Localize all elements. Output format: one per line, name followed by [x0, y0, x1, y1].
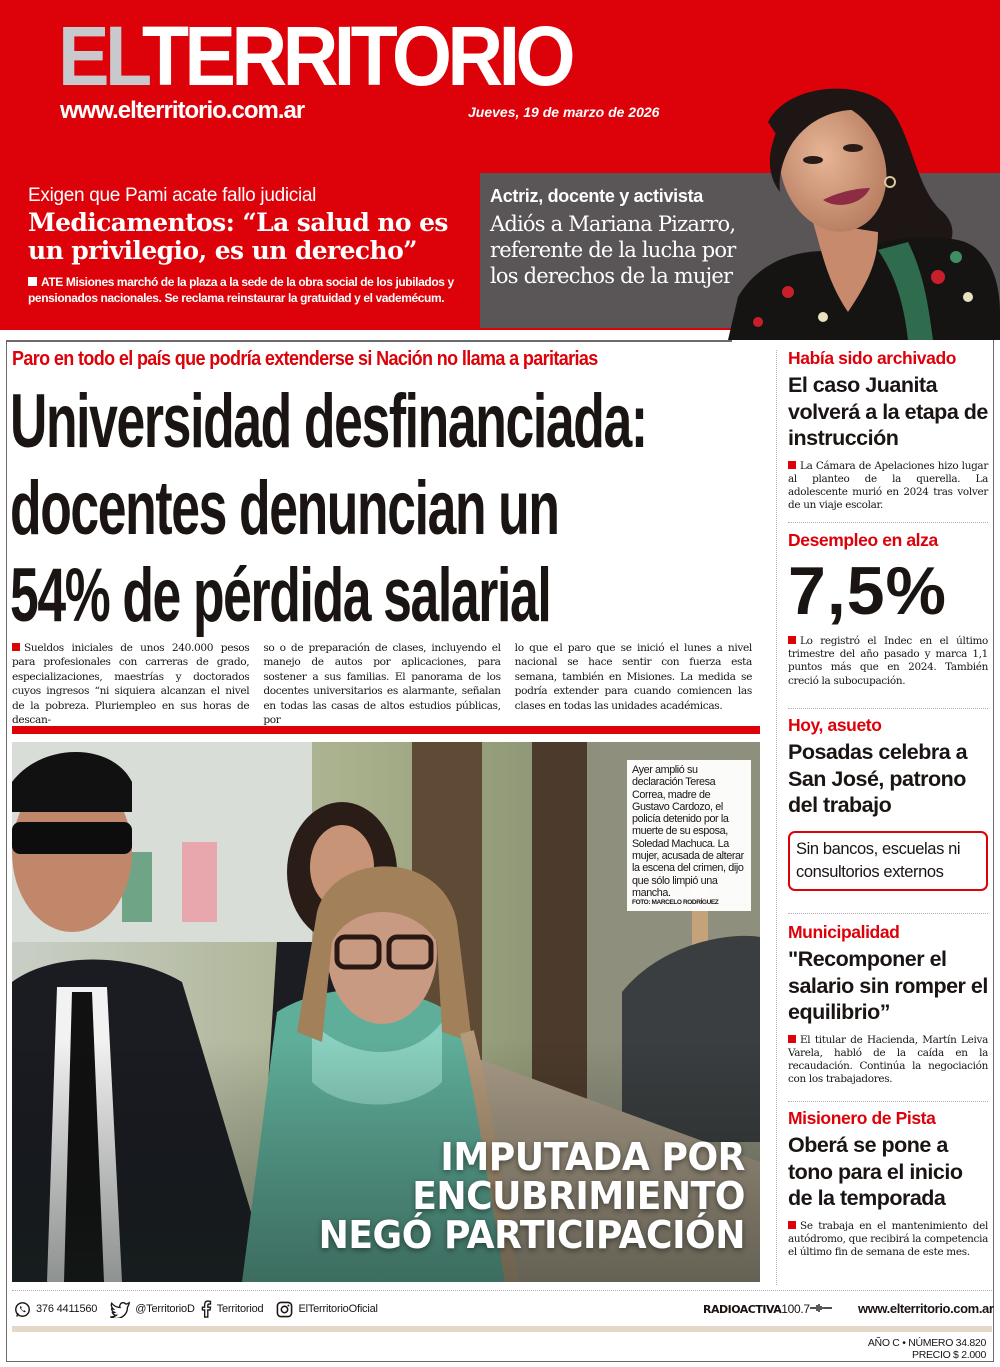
headline-line: 54% de pérdida salarial: [10, 553, 551, 638]
headline-line: Universidad desfinanciada:: [10, 379, 647, 464]
issue-number: AÑO C • NÚMERO 34.820: [867, 1337, 986, 1349]
story-kicker: Municipalidad: [788, 922, 900, 942]
summary-text: La Cámara de Apelaciones hizo lugar al planteo de la querella. La adolescente murió en 2024 tras volver de un viaje escolar.: [788, 459, 988, 512]
callout-box: Sin bancos, escuelas ni consultorios externos: [788, 831, 988, 891]
headline-line: ENCUBRIMIENTO: [412, 1174, 745, 1218]
story-headline[interactable]: Medicamentos: “La salud no es un privilegio, es un derecho”: [28, 208, 448, 265]
main-story-headline[interactable]: [10, 378, 690, 639]
story-headline[interactable]: Oberá se pone a tono para el inicio de la temporada: [788, 1133, 963, 1210]
whatsapp-number[interactable]: 376 4411560: [36, 1303, 98, 1315]
story-obituary[interactable]: [490, 186, 760, 289]
story-kicker: Exigen que Pami acate fallo judicial: [28, 185, 317, 206]
summary-text: El titular de Hacienda, Martín Leiva Varela, habló de la caída en la recaudación. Continúa la negociación con los trabajadores.: [788, 1033, 988, 1086]
sidebar-story-desempleo[interactable]: [788, 530, 988, 688]
sidebar-story-juanita[interactable]: [788, 348, 988, 512]
story-headline[interactable]: "Recomponer el salario sin romper el equilibrio”: [788, 947, 988, 1024]
square-bullet-icon: [788, 1035, 796, 1043]
headline-line: NEGÓ PARTICIPACIÓN: [318, 1213, 745, 1257]
sidebar-divider: [776, 350, 777, 1285]
section-separator: [788, 913, 988, 914]
body-text: Sueldos iniciales de unos 240.000 pesos para profesionales con carreras de grado, especializaciones, maestrías y doctorados cuyos ingresos “ni siquiera alcanzan el nivel de la pobreza. Pluriempleo en sus horas de descan-: [12, 642, 250, 727]
story-summary: [788, 1220, 988, 1260]
headline-line: IMPUTADA POR: [440, 1135, 745, 1179]
square-bullet-icon: [788, 461, 796, 469]
footer-url-link[interactable]: www.elterritorio.com.ar: [858, 1301, 994, 1316]
social-links: [14, 1300, 378, 1318]
story-summary: [788, 1034, 988, 1087]
story-summary: [28, 274, 473, 306]
issue-price: PRECIO $ 2.000: [911, 1349, 986, 1361]
portrait-illustration: [728, 82, 1000, 340]
story-headline[interactable]: Adiós a Mariana Pizarro, referente de la lucha por los derechos de la mujer: [490, 212, 736, 288]
story-kicker: Hoy, asueto: [788, 715, 882, 735]
headline-line: docentes denuncian un: [10, 466, 559, 551]
unemployment-rate: 7,5%: [788, 553, 947, 629]
portrait-image[interactable]: [728, 82, 1000, 340]
logo-name: TERRITORIO: [141, 9, 571, 103]
photo-credit: FOTO: MARCELO RODRÍGUEZ: [632, 899, 719, 907]
radio-ad[interactable]: [703, 1302, 832, 1316]
main-story-body: [12, 641, 752, 727]
site-url-link[interactable]: www.elterritorio.com.ar: [60, 97, 305, 124]
story-headline[interactable]: El caso Juanita volverá a la etapa de instrucción: [788, 373, 988, 450]
photo-story-headline[interactable]: [175, 1135, 745, 1257]
section-separator: [788, 1101, 988, 1102]
photo-caption: [627, 760, 751, 911]
section-separator: [788, 522, 988, 523]
body-column: so o de preparación de clases, incluyendo el manejo de autos por aplicaciones, para sostener a sus familias. El panorama de los docentes universitarios es alarmante, señalan en todas las casas de altos estudios públicas, por: [263, 642, 501, 727]
red-divider: [12, 726, 760, 734]
twitter-handle[interactable]: @TerritorioD: [135, 1303, 195, 1315]
newspaper-logo[interactable]: [58, 9, 571, 103]
logo-el: EL: [58, 9, 142, 103]
summary-text: Lo registró el Indec en el último trimestre del año pasado y marca 1,1 puntos más que en 2024. También creció la subocupación.: [788, 635, 988, 687]
story-kicker: Desempleo en alza: [788, 530, 938, 550]
story-kicker: Actriz, docente y activista: [490, 186, 703, 206]
story-summary: [788, 635, 988, 688]
story-headline[interactable]: Posadas celebra a San José, patrono del trabajo: [788, 740, 968, 817]
instagram-account[interactable]: ElTerritorioOficial: [298, 1303, 378, 1315]
radio-brand: RADIOACTIVA: [703, 1302, 782, 1316]
story-kicker: Misionero de Pista: [788, 1108, 936, 1128]
sidebar-story-asueto[interactable]: [788, 715, 988, 891]
whatsapp-icon[interactable]: [14, 1301, 31, 1318]
sidebar-story-obera[interactable]: [788, 1108, 988, 1259]
instagram-icon[interactable]: [276, 1301, 293, 1318]
story-summary: [788, 460, 988, 513]
footer-separator: [12, 1290, 992, 1291]
body-column: [12, 641, 249, 727]
square-bullet-icon: [788, 1221, 796, 1229]
radio-frequency: 100.7: [781, 1302, 810, 1316]
story-kicker: Había sido archivado: [788, 348, 957, 368]
square-bullet-icon: [788, 636, 796, 644]
edition-date: Jueves, 19 de marzo de 2026: [468, 104, 660, 120]
facebook-icon[interactable]: [200, 1300, 212, 1318]
section-separator: [788, 708, 988, 709]
soundwave-icon: [810, 1302, 832, 1316]
footer-bar: [12, 1326, 992, 1332]
sidebar-story-municipalidad[interactable]: [788, 922, 988, 1086]
square-bullet-icon: [12, 643, 20, 651]
facebook-page[interactable]: Territoriod: [216, 1303, 264, 1315]
square-bullet-icon: [28, 277, 37, 286]
caption-text: Ayer amplió su declaración Teresa Correa, madre de Gustavo Cardozo, el policía detenido por la muerte de su esposa, Soledad Machuca. La mujer, acusada de alterar la escena del crimen, dijo que sólo limpió una mancha.: [632, 764, 744, 899]
story-summary-text: ATE Misiones marchó de la plaza a la sede de la obra social de los jubilados y pensionados nacionales. Se reclama reinstaurar la gratuidad y el vademécum.: [28, 275, 454, 305]
twitter-icon[interactable]: [110, 1301, 130, 1318]
story-pami[interactable]: [28, 185, 473, 306]
issue-info: [868, 1337, 986, 1361]
summary-text: Se trabaja en el mantenimiento del autódromo, que recibirá la competencia el último fin de semana de este mes.: [788, 1219, 988, 1258]
main-story-kicker: Paro en todo el país que podría extenderse si Nación no llama a paritarias: [12, 348, 598, 370]
body-column: lo que el paro que se inició el lunes a nivel nacional se hace sentir con fuerza esta semana, también en Misiones. La medida se podría extender para cuando comiencen las clases en todas las unidades académicas.: [514, 642, 752, 712]
